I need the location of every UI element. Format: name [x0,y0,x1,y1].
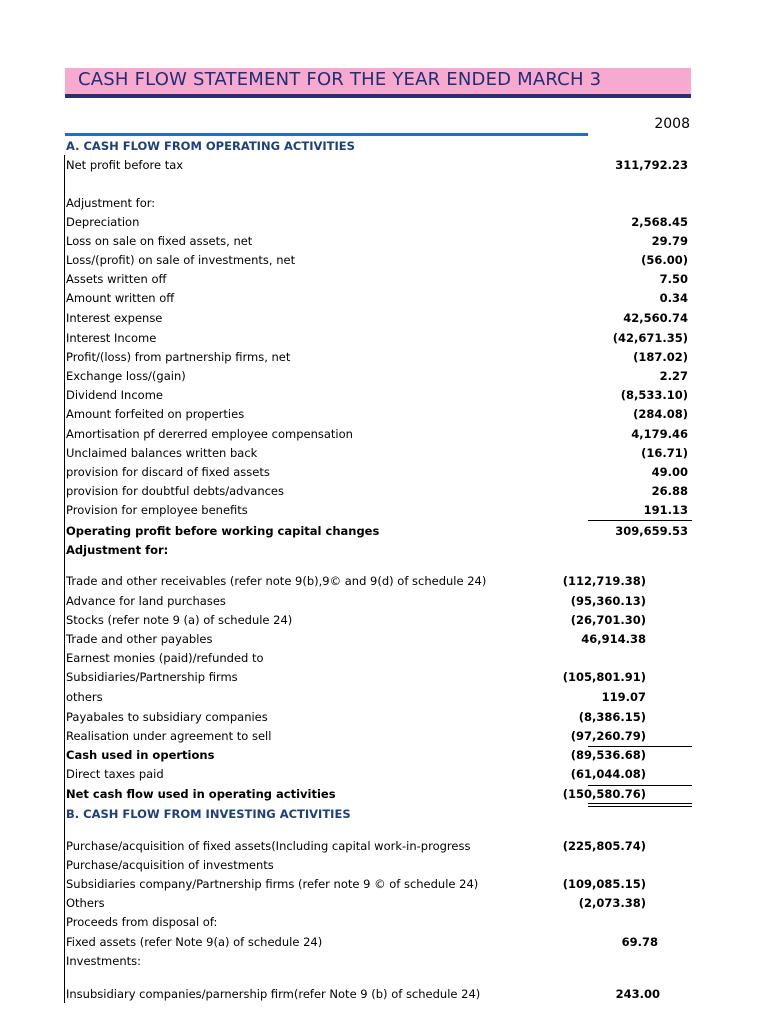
row-value: (109,085.15) [562,877,646,891]
row-label: Net cash flow used in operating activities [66,787,336,801]
row-provision-discard [66,465,692,484]
row-fixed-assets-disposal [66,935,692,954]
row-label: Loss/(profit) on sale of investments, net [66,253,296,267]
row-value: (284.08) [633,407,688,421]
row-value: (56.00) [641,253,688,267]
row-value: (89,536.68) [570,748,646,762]
row-label: Purchase/acquisition of fixed assets(Including capital work-in-progress [66,839,471,853]
row-subsidiaries-partnership [66,670,692,689]
row-exchange-loss [66,369,692,388]
row-value: 26.88 [651,484,688,498]
row-value: 191.13 [643,503,688,517]
row-others [66,690,692,709]
row-label: Exchange loss/(gain) [66,369,186,383]
row-trade-payables [66,632,692,651]
row-stocks [66,613,692,632]
row-cash-used-operations [66,748,692,767]
row-label: Earnest monies (paid)/refunded to [66,651,264,665]
row-label: Realisation under agreement to sell [66,729,272,743]
row-value: 0.34 [659,291,688,305]
row-value: (97,260.79) [570,729,646,743]
total-double-rule-top [588,803,692,804]
row-purchase-fixed-assets [66,839,692,858]
row-subsidiaries-company [66,877,692,896]
row-label: Interest expense [66,311,163,325]
row-label: Direct taxes paid [66,767,164,781]
row-unclaimed-balances [66,446,692,465]
row-value: 309,659.53 [615,524,688,538]
row-trade-receivables [66,574,692,593]
row-depreciation [66,215,692,234]
row-value: 29.79 [651,234,688,248]
row-label: Advance for land purchases [66,594,226,608]
row-amount-forfeited [66,407,692,426]
title-underline [65,94,691,98]
row-value: (16.71) [641,446,688,460]
row-label: Provision for employee benefits [66,503,248,517]
row-value: (112,719.38) [562,574,646,588]
row-label: Proceeds from disposal of: [66,915,218,929]
row-section-b-heading [66,807,692,826]
row-purchase-investments [66,858,692,877]
row-value: (61,044.08) [570,767,646,781]
row-interest-income [66,331,692,350]
row-label: Dividend Income [66,388,163,402]
row-amount-written-off [66,291,692,310]
row-adjustment-for-2 [66,543,692,562]
row-loss-sale-fixed-assets [66,234,692,253]
row-assets-written-off [66,272,692,291]
row-label: Others [66,896,105,910]
row-value: 46,914.38 [581,632,646,646]
row-label: provision for discard of fixed assets [66,465,270,479]
row-net-profit-before-tax [66,158,692,177]
row-provision-doubtful [66,484,692,503]
statement-title-bar [65,68,691,94]
row-value: (95,360.13) [570,594,646,608]
row-earnest-monies [66,651,692,670]
statement-title: CASH FLOW STATEMENT FOR THE YEAR ENDED MARCH 3 [78,69,602,90]
row-label: Trade and other payables [66,632,213,646]
row-value: (26,701.30) [570,613,646,627]
row-value: (2,073.38) [578,896,646,910]
row-value: 2,568.45 [631,215,688,229]
row-label: Stocks (refer note 9 (a) of schedule 24) [66,613,293,627]
row-value: 7.50 [659,272,688,286]
row-proceeds-disposal [66,915,692,934]
row-amortisation [66,427,692,446]
row-label: Amortisation pf dererred employee compensation [66,427,353,441]
row-others-investing [66,896,692,915]
row-label: Interest Income [66,331,157,345]
row-value: 119.07 [601,690,646,704]
row-label: provision for doubtful debts/advances [66,484,284,498]
row-value: (8,386.15) [578,710,646,724]
row-label: Operating profit before working capital changes [66,524,380,538]
row-advance-land [66,594,692,613]
row-value: (42,671.35) [612,331,688,345]
row-value: 49.00 [651,465,688,479]
row-value: (105,801.91) [562,670,646,684]
row-direct-taxes [66,767,692,786]
row-value: 243.00 [615,987,660,1001]
row-value: (150,580.76) [562,787,646,801]
row-label: Payabales to subsidiary companies [66,710,268,724]
row-value: 69.78 [621,935,658,949]
row-dividend-income [66,388,692,407]
row-value: (225,805.74) [562,839,646,853]
row-partnership-firms [66,350,692,369]
row-label: Adjustment for: [66,543,169,557]
subtotal-rule [588,785,692,786]
row-label: Purchase/acquisition of investments [66,858,274,872]
left-border [64,155,65,1003]
row-label: Profit/(loss) from partnership firms, net [66,350,291,364]
row-label: Subsidiaries/Partnership firms [66,670,238,684]
section-b-heading: B. CASH FLOW FROM INVESTING ACTIVITIES [66,807,351,821]
row-loss-sale-investments [66,253,692,272]
row-label: Insubsidiary companies/parnership firm(refer Note 9 (b) of schedule 24) [66,987,481,1001]
row-value: (187.02) [633,350,688,364]
row-label: Assets written off [66,272,167,286]
row-value: 42,560.74 [623,311,688,325]
row-label: Cash used in opertions [66,748,215,762]
row-label: Net profit before tax [66,158,184,172]
row-label: Amount written off [66,291,175,305]
row-label: Depreciation [66,215,140,229]
row-label: Subsidiaries company/Partnership firms (refer note 9 © of schedule 24) [66,877,479,891]
row-label: Fixed assets (refer Note 9(a) of schedule 24) [66,935,323,949]
row-value: (8,533.10) [620,388,688,402]
row-insubsidiary-companies [66,987,692,1006]
subtotal-rule [588,520,692,521]
row-label: Investments: [66,954,142,968]
row-label: others [66,690,103,704]
row-investments [66,954,692,973]
row-adjustment-for [66,196,692,215]
row-operating-profit [66,524,692,543]
row-label: Trade and other receivables (refer note 9(b),9© and 9(d) of schedule 24) [66,574,487,588]
row-label: Adjustment for: [66,196,156,210]
row-value: 4,179.46 [631,427,688,441]
row-label: Loss on sale on fixed assets, net [66,234,253,248]
year-header: 2008 [654,116,690,132]
section-a-heading: A. CASH FLOW FROM OPERATING ACTIVITIES [66,139,355,153]
subtotal-rule [588,746,692,747]
row-label: Unclaimed balances written back [66,446,258,460]
row-label: Amount forfeited on properties [66,407,245,421]
row-value: 311,792.23 [615,158,688,172]
section-divider [65,133,588,136]
row-payables-subsidiary [66,710,692,729]
row-value: 2.27 [659,369,688,383]
row-interest-expense [66,311,692,330]
